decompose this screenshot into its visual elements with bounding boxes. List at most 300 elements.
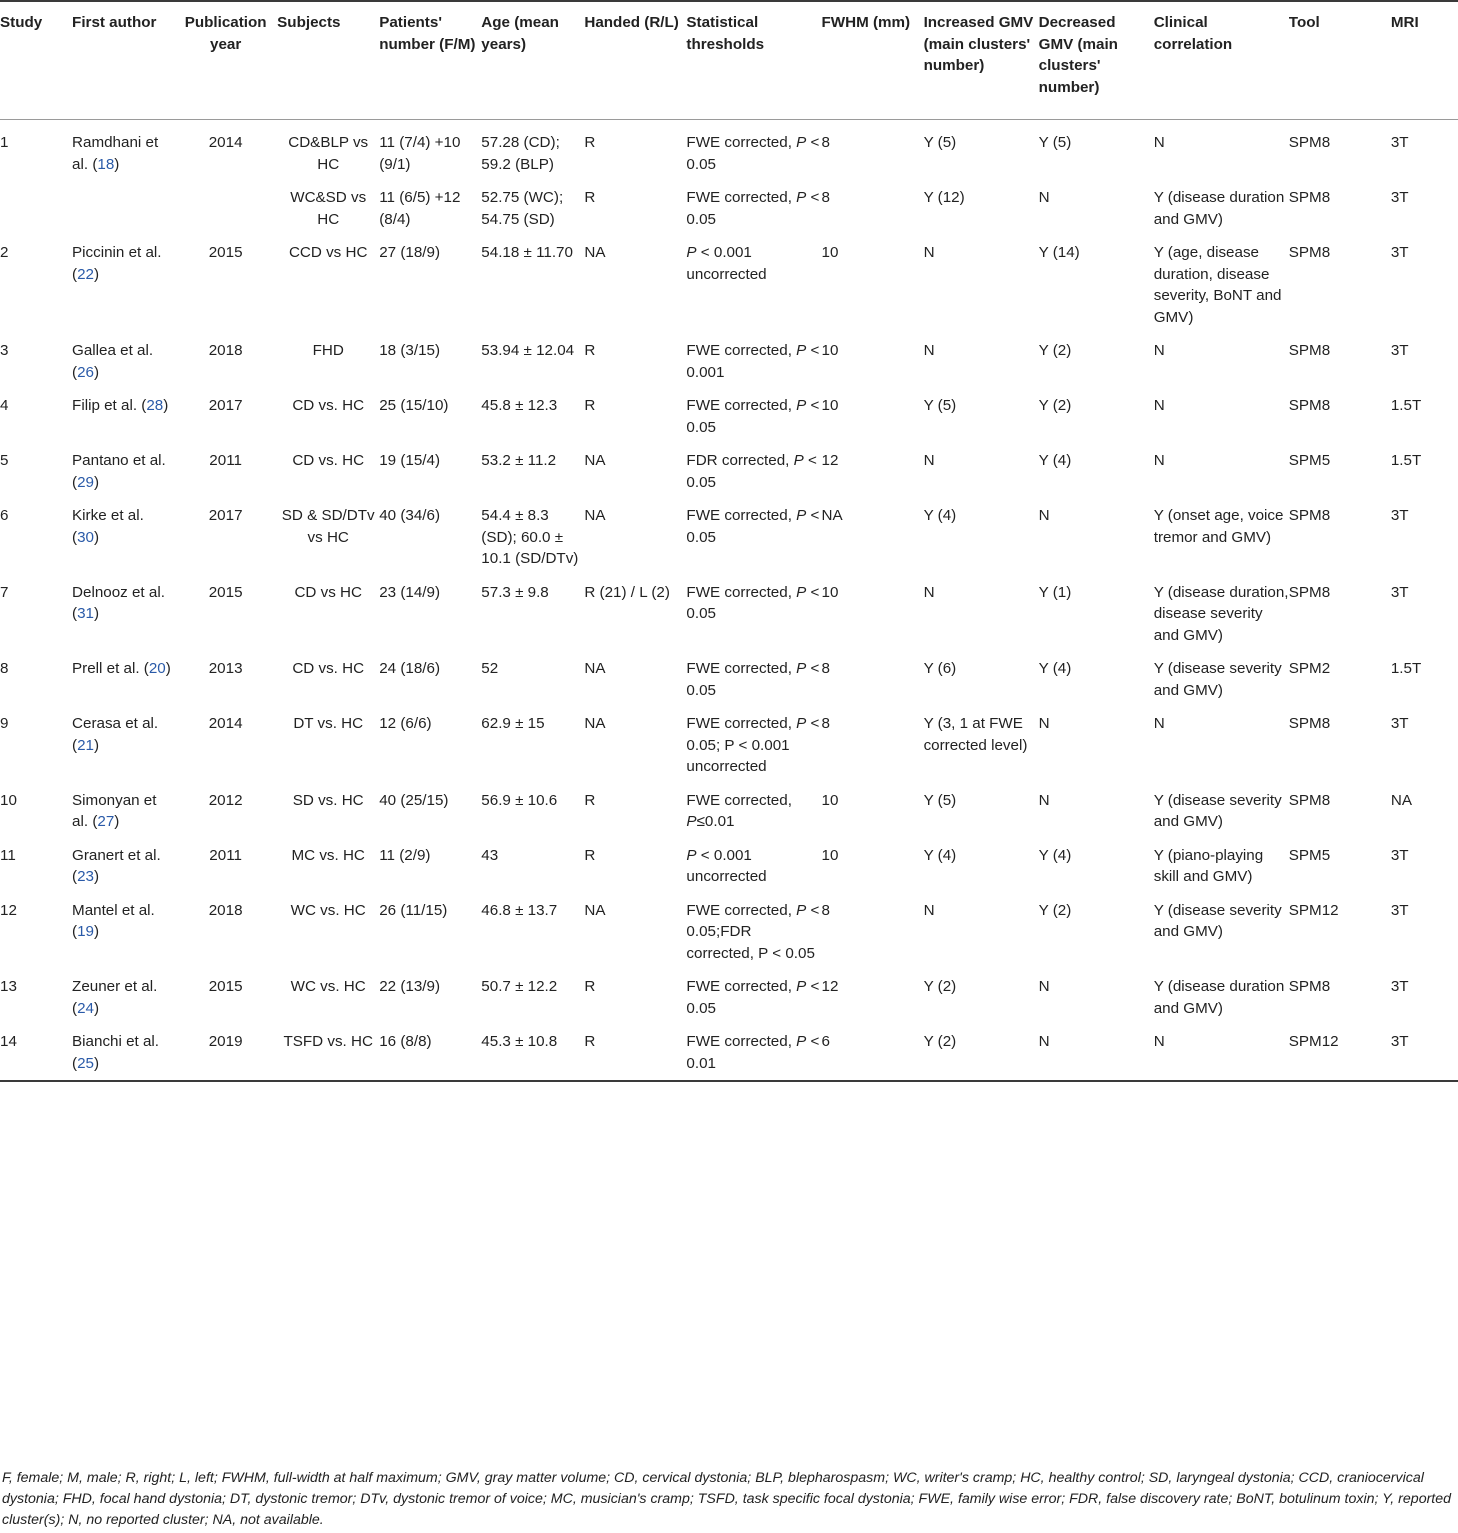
cell-study: [0, 175, 72, 230]
cell-fwhm: 10: [821, 846, 839, 864]
author-name: Mantel et al.: [72, 901, 155, 919]
threshold-p-symbol: P: [796, 397, 807, 414]
threshold-prefix: FWE corrected,: [686, 791, 792, 809]
reference-link[interactable]: 26: [77, 363, 95, 381]
cell-statistical-thresholds: [686, 570, 821, 647]
cell-patients-number: 24 (18/6): [379, 660, 441, 677]
cell-mri: 1.5T: [1390, 660, 1422, 677]
author-name: Gallea et al.: [72, 342, 154, 359]
cell-age: 50.7 ± 12.2: [481, 978, 558, 995]
cell-handed: R: [584, 791, 596, 809]
threshold-prefix: FWE corrected,: [686, 342, 797, 359]
cell-age: 54.18 ± 11.70: [481, 244, 573, 261]
cell-first-author: Delnooz et al. (31): [72, 583, 165, 622]
reference-link[interactable]: 25: [77, 1054, 95, 1072]
table-row: [0, 120, 1458, 176]
threshold-p-symbol: P: [796, 342, 807, 359]
cell-first-author: Bianchi et al. (25): [72, 1019, 174, 1081]
table-row: [0, 230, 1458, 328]
cell-patients-number: 40 (25/15): [379, 791, 449, 809]
cell-handed: NA: [584, 901, 606, 919]
cell-fwhm: 8: [821, 134, 830, 151]
cell-study: 7: [0, 583, 9, 601]
cell-decreased-gmv: Y (2): [1038, 901, 1072, 919]
cell-handed: NA: [584, 507, 606, 524]
cell-tool: SPM8: [1288, 715, 1331, 732]
cell-age: 57.28 (CD); 59.2 (BLP): [481, 134, 560, 173]
table-footnote: F, female; M, male; R, right; L, left; FWHM, full-width at half maximum; GMV, gray matter volume; CD, cervical dystonia; BLP, blepharospasm; WC, writer's cramp; HC, healthy control; SD, laryngeal dystonia; CCD, craniocervical dystonia; FHD, focal hand dystonia; DT, dystonic tremor; DTv, dystonic tremor of voice; MC, musician's cramp; TSFD, task specific focal dystonia; FWE, family wise error; FDR, false discovery rate; BoNT, botulinum toxin; Y, reported cluster(s); N, no reported cluster; NA, not available.: [2, 1470, 1452, 1528]
table-row: [0, 778, 1458, 833]
threshold-value: < 0.001 uncorrected: [686, 846, 767, 885]
table-header: [0, 1, 1458, 120]
cell-publication-year: 2018: [208, 342, 243, 359]
cell-study: 8: [0, 660, 9, 677]
cell-increased-gmv: N: [923, 901, 935, 919]
cell-tool: SPM8: [1288, 244, 1331, 261]
cell-patients-number: 18 (3/15): [379, 342, 441, 359]
threshold-p-symbol: P: [686, 846, 697, 864]
cell-clinical-correlation: N: [1153, 715, 1165, 732]
cell-tool: SPM8: [1288, 791, 1331, 809]
cell-first-author: Filip et al. (28): [72, 397, 169, 414]
cell-publication-year: 2014: [208, 134, 243, 151]
author-name: Ramdhani et al.: [72, 134, 159, 173]
cell-tool: SPM8: [1288, 507, 1331, 524]
cell-patients-number: 12 (6/6): [379, 715, 432, 732]
threshold-p-symbol: P: [796, 901, 807, 919]
table-row: [0, 964, 1458, 1019]
cell-tool: SPM8: [1288, 134, 1331, 151]
cell-handed: NA: [584, 244, 606, 261]
reference-link[interactable]: 22: [77, 265, 95, 283]
cell-patients-number: 22 (13/9): [379, 978, 441, 995]
cell-statistical-thresholds: [686, 888, 821, 965]
reference-link[interactable]: 30: [77, 528, 95, 546]
cell-first-author: Simonyan et al. (27): [72, 791, 157, 830]
header-clinical-correlation: Clinical correlation: [1154, 1, 1289, 120]
cell-mri: 3T: [1390, 342, 1409, 359]
threshold-value: < 0.001 uncorrected: [686, 244, 767, 283]
threshold-prefix: FWE corrected,: [686, 978, 797, 995]
cell-clinical-correlation: Y (disease severity and GMV): [1153, 660, 1282, 699]
cell-study: 14: [0, 1019, 72, 1081]
cell-statistical-thresholds: [686, 701, 821, 778]
cell-decreased-gmv: N: [1038, 791, 1050, 809]
header-patients-number: Patients' number (F/M): [379, 1, 481, 120]
cell-first-author: Prell et al. (20): [72, 660, 171, 677]
cell-handed: NA: [584, 715, 606, 732]
table-body: [0, 120, 1458, 1082]
cell-fwhm: 10: [821, 583, 839, 601]
cell-study: 10: [0, 791, 17, 809]
cell-fwhm: 8: [821, 901, 830, 919]
cell-mri: 3T: [1390, 244, 1409, 261]
cell-increased-gmv: Y (2): [924, 1019, 1039, 1081]
cell-handed: NA: [584, 660, 606, 677]
cell-clinical-correlation: N: [1153, 397, 1165, 414]
cell-age: 43: [481, 846, 499, 864]
cell-clinical-correlation: N: [1153, 452, 1165, 469]
cell-increased-gmv: N: [923, 342, 935, 359]
cell-mri: 3T: [1390, 134, 1409, 151]
cell-publication-year: 2013: [208, 660, 243, 677]
cell-age: 62.9 ± 15: [481, 715, 545, 732]
cell-tool: SPM8: [1288, 978, 1331, 995]
cell-statistical-thresholds: [686, 646, 821, 701]
cell-publication-year: 2018: [208, 901, 243, 919]
cell-increased-gmv: N: [923, 452, 935, 469]
cell-tool: SPM12: [1288, 901, 1339, 919]
cell-clinical-correlation: Y (disease duration and GMV): [1153, 978, 1285, 1017]
reference-link[interactable]: 29: [77, 473, 95, 491]
threshold-prefix: FWE corrected,: [686, 397, 797, 414]
cell-patients-number: 23 (14/9): [379, 583, 441, 601]
cell-statistical-thresholds: [686, 383, 821, 438]
threshold-prefix: FWE corrected,: [686, 1033, 797, 1050]
threshold-prefix: FWE corrected,: [686, 901, 797, 919]
cell-handed: R: [584, 342, 596, 359]
threshold-value: < 0.05: [686, 507, 820, 546]
cell-publication-year: 2019: [174, 1019, 277, 1081]
cell-increased-gmv: Y (12): [923, 189, 965, 206]
author-name: Pantano et al.: [72, 452, 166, 469]
cell-fwhm: 12: [821, 978, 839, 995]
threshold-value: < 0.05; P < 0.001 uncorrected: [686, 715, 820, 775]
table-row: [0, 438, 1458, 493]
cell-clinical-correlation: N: [1153, 134, 1165, 151]
reference-link[interactable]: 28: [146, 397, 164, 414]
cell-publication-year: 2011: [209, 452, 242, 469]
cell-fwhm: 6: [822, 1019, 924, 1081]
cell-patients-number: 11 (2/9): [379, 846, 431, 864]
header-decreased-gmv: Decreased GMV (main clusters' number): [1039, 1, 1154, 120]
header-subjects: Subjects: [277, 1, 379, 120]
cell-mri: 3T: [1390, 846, 1409, 864]
table-row: [0, 175, 1458, 230]
cell-tool: SPM8: [1288, 189, 1331, 206]
header-first-author: First author: [72, 1, 174, 120]
cell-study: 1: [0, 134, 9, 151]
cell-fwhm: 10: [821, 791, 839, 809]
cell-handed: R: [584, 134, 596, 151]
threshold-p-symbol: P: [796, 134, 807, 151]
cell-fwhm: 8: [821, 715, 830, 732]
cell-handed: R: [584, 846, 596, 864]
cell-increased-gmv: Y (2): [923, 978, 957, 995]
reference-link[interactable]: 20: [148, 660, 166, 677]
author-name: Delnooz et al.: [72, 583, 165, 601]
cell-clinical-correlation: N: [1153, 342, 1165, 359]
cell-publication-year: 2015: [208, 583, 243, 601]
cell-first-author: Mantel et al. (19): [72, 901, 155, 940]
cell-first-author: Cerasa et al. (21): [72, 715, 159, 754]
threshold-p-symbol: P: [793, 452, 804, 469]
header-increased-gmv: Increased GMV (main clusters' number): [924, 1, 1039, 120]
reference-link[interactable]: 19: [77, 923, 95, 940]
author-name: Granert et al.: [72, 846, 161, 864]
cell-increased-gmv: Y (4): [923, 846, 957, 864]
reference-link[interactable]: 18: [97, 155, 115, 173]
cell-handed: R: [584, 978, 596, 995]
cell-decreased-gmv: N: [1038, 978, 1050, 995]
threshold-value: < 0.05: [686, 397, 820, 436]
table-row: [0, 1019, 1458, 1081]
cell-statistical-thresholds: [686, 833, 821, 888]
cell-subjects: WC vs. HC: [290, 978, 366, 995]
cell-publication-year: 2017: [208, 507, 243, 524]
cell-subjects: TSFD vs. HC: [277, 1019, 379, 1081]
cell-first-author: Gallea et al. (26): [72, 342, 154, 381]
cell-patients-number: 11 (7/4) +10 (9/1): [379, 134, 461, 173]
threshold-prefix: FDR corrected,: [686, 452, 794, 469]
cell-increased-gmv: Y (5): [923, 134, 957, 151]
cell-patients-number: 16 (8/8): [379, 1019, 481, 1081]
table-row: [0, 493, 1458, 570]
header-mri: MRI: [1391, 1, 1458, 120]
cell-decreased-gmv: Y (4): [1038, 846, 1072, 864]
author-name: Cerasa et al.: [72, 715, 159, 732]
threshold-prefix: FWE corrected,: [686, 660, 797, 677]
cell-fwhm: 10: [821, 342, 839, 359]
table-row: [0, 701, 1458, 778]
cell-decreased-gmv: Y (1): [1038, 583, 1072, 601]
threshold-value: < 0.05: [686, 978, 820, 1017]
cell-fwhm: NA: [821, 507, 843, 524]
cell-mri: 1.5T: [1390, 397, 1422, 414]
cell-subjects: FHD: [312, 342, 344, 359]
cell-clinical-correlation: Y (piano-playing skill and GMV): [1153, 846, 1264, 885]
cell-subjects: CD&BLP vs HC: [288, 134, 369, 173]
cell-subjects: CD vs. HC: [292, 397, 365, 414]
cell-study: 9: [0, 715, 9, 732]
threshold-p-symbol: P: [796, 715, 807, 732]
cell-study: 12: [0, 901, 17, 919]
cell-study: 11: [0, 846, 16, 864]
cell-study: 3: [0, 342, 9, 359]
cell-publication-year: 2014: [208, 715, 243, 732]
cell-handed: R: [584, 397, 596, 414]
cell-handed: NA: [584, 452, 606, 469]
cell-patients-number: 27 (18/9): [379, 244, 441, 261]
cell-age: 57.3 ± 9.8: [481, 583, 549, 601]
cell-statistical-thresholds: [686, 493, 821, 570]
cell-handed: R: [584, 189, 596, 206]
author-name: Piccinin et al.: [72, 244, 162, 261]
table-row: [0, 383, 1458, 438]
cell-fwhm: 8: [821, 660, 830, 677]
cell-tool: SPM8: [1288, 583, 1331, 601]
cell-mri: 3T: [1390, 189, 1409, 206]
cell-decreased-gmv: Y (5): [1038, 134, 1072, 151]
cell-statistical-thresholds: [686, 778, 821, 833]
header-publication-year: Publication year: [174, 1, 277, 120]
cell-subjects: CD vs. HC: [292, 660, 365, 677]
cell-patients-number: 26 (11/15): [379, 901, 448, 919]
header-study: Study: [0, 1, 72, 120]
cell-subjects: CD vs. HC: [292, 452, 365, 469]
cell-handed: R: [584, 1019, 686, 1081]
cell-handed: R (21) / L (2): [584, 583, 670, 601]
cell-first-author: [72, 175, 174, 230]
cell-clinical-correlation: N: [1154, 1019, 1289, 1081]
cell-mri: 3T: [1390, 901, 1409, 919]
threshold-value: < 0.05: [686, 452, 817, 491]
cell-tool: SPM5: [1288, 452, 1331, 469]
threshold-prefix: FWE corrected,: [686, 189, 797, 206]
header-tool: Tool: [1289, 1, 1391, 120]
cell-tool: SPM8: [1288, 397, 1331, 414]
cell-first-author: Zeuner et al. (24): [72, 978, 158, 1017]
threshold-p-symbol: P: [796, 978, 807, 995]
cell-mri: 3T: [1390, 507, 1409, 524]
cell-mri: 3T: [1390, 715, 1409, 732]
cell-fwhm: 12: [821, 452, 839, 469]
author-name: Zeuner et al.: [72, 978, 158, 995]
cell-decreased-gmv: Y (4): [1038, 452, 1072, 469]
reference-link[interactable]: 31: [77, 605, 95, 622]
cell-publication-year: 2015: [208, 978, 243, 995]
table-row: [0, 570, 1458, 647]
cell-tool: SPM8: [1288, 342, 1331, 359]
cell-age: 46.8 ± 13.7: [481, 901, 558, 919]
cell-age: 45.3 ± 10.8: [481, 1019, 584, 1081]
cell-patients-number: 11 (6/5) +12 (8/4): [379, 189, 461, 228]
cell-increased-gmv: Y (6): [923, 660, 957, 677]
threshold-value: < 0.01: [686, 1033, 820, 1072]
cell-study: 6: [0, 507, 9, 524]
threshold-value: < 0.05: [686, 189, 820, 228]
cell-first-author: Pantano et al. (29): [72, 452, 166, 491]
cell-subjects: DT vs. HC: [293, 715, 364, 732]
author-name: Kirke et al.: [72, 507, 144, 524]
cell-decreased-gmv: Y (2): [1038, 397, 1072, 414]
author-name: Filip et al.: [72, 397, 138, 414]
cell-patients-number: 19 (15/4): [379, 452, 441, 469]
threshold-p-symbol: P: [796, 1033, 807, 1050]
cell-study: 2: [0, 244, 9, 261]
threshold-p-symbol: P: [796, 583, 807, 601]
threshold-value: < 0.05;FDR corrected, P < 0.05: [686, 901, 820, 962]
cell-first-author: Piccinin et al. (22): [72, 244, 162, 283]
cell-decreased-gmv: N: [1038, 507, 1050, 524]
cell-statistical-thresholds: [686, 328, 821, 383]
cell-subjects: MC vs. HC: [291, 846, 365, 864]
header-statistical-thresholds: Statistical thresholds: [686, 1, 821, 120]
cell-clinical-correlation: Y (disease duration, disease severity and GMV): [1153, 583, 1289, 644]
cell-clinical-correlation: Y (disease severity and GMV): [1153, 791, 1282, 830]
cell-mri: 3T: [1391, 1019, 1458, 1081]
cell-first-author: Kirke et al. (30): [72, 507, 144, 546]
cell-increased-gmv: Y (3, 1 at FWE corrected level): [923, 715, 1028, 754]
cell-fwhm: 10: [821, 397, 839, 414]
threshold-p-symbol: P: [686, 244, 697, 261]
threshold-p-symbol: P: [796, 507, 807, 524]
reference-link[interactable]: 27: [97, 813, 115, 830]
cell-decreased-gmv: Y (2): [1038, 342, 1072, 359]
cell-study: 4: [0, 397, 9, 414]
cell-publication-year: 2011: [209, 846, 242, 864]
reference-link[interactable]: 21: [77, 736, 95, 754]
cell-increased-gmv: N: [923, 244, 935, 261]
author-name: Bianchi et al.: [72, 1033, 160, 1050]
author-name: Simonyan et al.: [72, 791, 157, 830]
threshold-p-symbol: P: [796, 660, 807, 677]
cell-decreased-gmv: Y (4): [1038, 660, 1072, 677]
cell-subjects: WC vs. HC: [290, 901, 366, 919]
threshold-prefix: FWE corrected,: [686, 507, 797, 524]
cell-first-author: Granert et al. (23): [72, 846, 161, 885]
cell-fwhm: 10: [821, 244, 839, 261]
cell-age: 56.9 ± 10.6: [481, 791, 558, 809]
cell-publication-year: 2012: [208, 791, 243, 809]
cell-age: 53.2 ± 11.2: [481, 452, 557, 469]
cell-patients-number: 40 (34/6): [379, 507, 441, 524]
cell-study: 13: [0, 978, 17, 995]
reference-link[interactable]: 23: [77, 868, 95, 885]
cell-increased-gmv: Y (4): [923, 507, 957, 524]
cell-mri: 3T: [1390, 978, 1409, 995]
cell-statistical-thresholds: [686, 175, 821, 230]
header-age: Age (mean years): [481, 1, 584, 120]
threshold-prefix: FWE corrected,: [686, 583, 797, 601]
cell-subjects: CD vs HC: [294, 583, 362, 601]
table-row: [0, 833, 1458, 888]
cell-publication-year: 2015: [208, 244, 243, 261]
threshold-value: < 0.001: [686, 342, 820, 381]
cell-tool: SPM5: [1288, 846, 1331, 864]
cell-age: 45.8 ± 12.3: [481, 397, 558, 414]
cell-decreased-gmv: N: [1038, 189, 1050, 206]
table-row: [0, 888, 1458, 965]
cell-subjects: CCD vs HC: [288, 244, 368, 261]
cell-age: 52: [481, 660, 499, 677]
cell-mri: NA: [1390, 791, 1412, 809]
table-row: [0, 646, 1458, 701]
cell-decreased-gmv: N: [1039, 1019, 1154, 1081]
threshold-value: ≤0.01: [696, 813, 735, 830]
author-name: Prell et al.: [72, 660, 140, 677]
threshold-p-symbol: P: [796, 189, 807, 206]
cell-subjects: SD & SD/DTv vs HC: [281, 507, 375, 546]
cell-publication-year: 2017: [208, 397, 243, 414]
cell-patients-number: 25 (15/10): [379, 397, 449, 414]
cell-increased-gmv: Y (5): [923, 397, 957, 414]
cell-mri: 1.5T: [1390, 452, 1422, 469]
cell-decreased-gmv: N: [1038, 715, 1050, 732]
threshold-value: < 0.05: [686, 134, 820, 173]
header-fwhm: FWHM (mm): [822, 1, 924, 120]
cell-statistical-thresholds: [686, 120, 821, 176]
header-handed: Handed (R/L): [584, 1, 686, 120]
cell-publication-year: [174, 175, 277, 230]
cell-statistical-thresholds: [686, 230, 821, 328]
reference-link[interactable]: 24: [77, 999, 95, 1017]
cell-tool: SPM2: [1288, 660, 1331, 677]
cell-decreased-gmv: Y (14): [1038, 244, 1080, 261]
cell-clinical-correlation: Y (age, disease duration, disease severity, BoNT and GMV): [1153, 244, 1282, 326]
cell-subjects: WC&SD vs HC: [290, 189, 367, 228]
cell-age: 53.94 ± 12.04: [481, 342, 575, 359]
cell-subjects: SD vs. HC: [292, 791, 364, 809]
cell-increased-gmv: Y (5): [923, 791, 957, 809]
cell-age: 52.75 (WC); 54.75 (SD): [481, 189, 564, 228]
cell-clinical-correlation: Y (disease severity and GMV): [1153, 901, 1282, 940]
cell-statistical-thresholds: [686, 1019, 821, 1081]
cell-tool: SPM12: [1289, 1019, 1391, 1081]
cell-statistical-thresholds: [686, 438, 821, 493]
cell-first-author: Ramdhani et al. (18): [72, 134, 159, 173]
threshold-prefix: FWE corrected,: [686, 134, 797, 151]
